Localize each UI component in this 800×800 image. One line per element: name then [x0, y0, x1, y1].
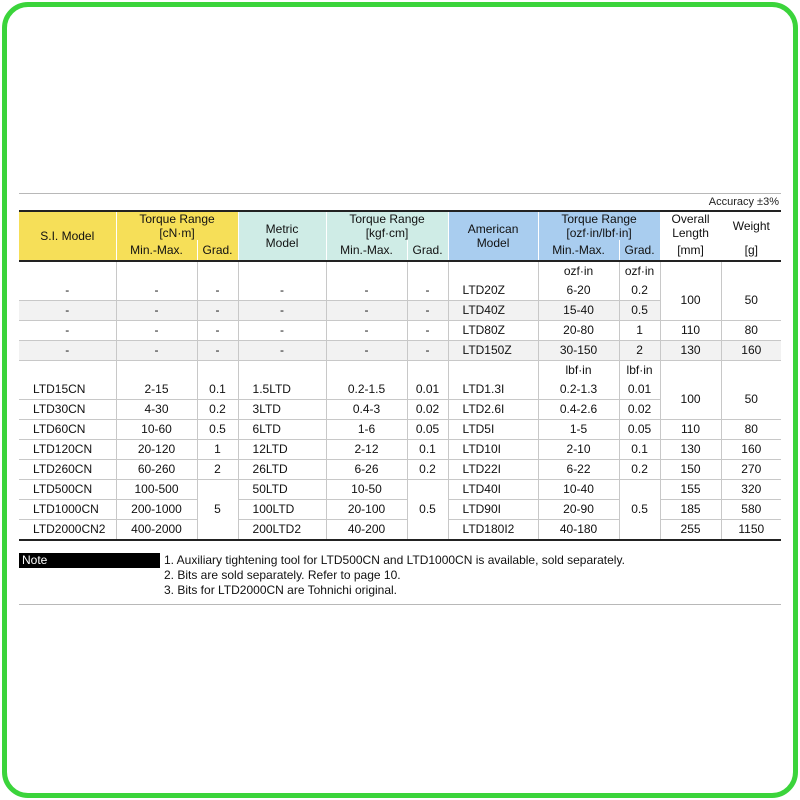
unit-row-lbf [19, 361, 781, 381]
bottom-rule [19, 604, 781, 605]
note-item: 3. Bits for LTD2000CN are Tohnichi original. [164, 583, 398, 597]
table-row: LTD260CN 60-260 2 26LTD 6-26 0.2 LTD22I 6-22 0.2 150 270 [19, 460, 781, 480]
subheader-length-unit: [mm] [660, 240, 721, 261]
header-row [19, 211, 781, 240]
header-si-model: S.I. Model [19, 211, 116, 261]
spec-sheet [19, 193, 781, 547]
accuracy-note: Accuracy ±3% [708, 196, 779, 208]
header-si-torque-range: Torque Range [cN·m] [116, 211, 238, 240]
header-weight: Weight [721, 211, 781, 240]
table-row: LTD1000CN 200-1000 100LTD 20-100 LTD90I 20-90 185 580 [19, 500, 781, 520]
header-metric-model: Metric Model [238, 211, 326, 261]
note-item: 2. Bits are sold separately. Refer to page 10. [164, 568, 401, 582]
merged-weight-cell: 50 [721, 380, 781, 420]
subheader-american-min-max: Min.-Max. [538, 240, 619, 261]
table-row: - - - - - - LTD80Z 20-80 1 110 80 [19, 321, 781, 341]
unit-row-ozf [19, 261, 781, 281]
table-row: LTD120CN 20-120 1 12LTD 2-12 0.1 LTD10I 2-10 0.1 130 160 [19, 440, 781, 460]
merged-american-grad-cell: 0.5 [619, 480, 660, 541]
header-overall-length: Overall Length [660, 211, 721, 240]
table-row: LTD15CN 2-15 0.1 1.5LTD 0.2-1.5 0.01 LTD1.3I 0.2-1.3 0.01 100 50 [19, 380, 781, 400]
merged-length-cell: 100 [660, 281, 721, 321]
table-row: LTD30CN 4-30 0.2 3LTD 0.4-3 0.02 LTD2.6I 0.4-2.6 0.02 [19, 400, 781, 420]
note-item: 1. Auxiliary tightening tool for LTD500CN and LTD1000CN is available, sold separately. [164, 553, 625, 567]
table-row: - - - - - - LTD150Z 30-150 2 130 160 [19, 341, 781, 361]
table-row: LTD500CN 100-500 5 50LTD 10-50 0.5 LTD40I 10-40 0.5 155 320 [19, 480, 781, 500]
header-american-model: American Model [448, 211, 538, 261]
subheader-row [19, 240, 781, 261]
header-american-torque-range: Torque Range [ozf·in/lbf·in] [538, 211, 660, 240]
unit-ozf-range: ozf·in [538, 261, 619, 281]
table-row: - - - - - - LTD40Z 15-40 0.5 [19, 301, 781, 321]
unit-lbf-grad: lbf·in [619, 361, 660, 381]
subheader-si-min-max: Min.-Max. [116, 240, 197, 261]
merged-metric-grad-cell: 0.5 [407, 480, 448, 541]
table-row: LTD60CN 10-60 0.5 6LTD 1-6 0.05 LTD5I 1-5 0.05 110 80 [19, 420, 781, 440]
subheader-si-grad: Grad. [197, 240, 238, 261]
table-row: - - - - - - LTD20Z 6-20 0.2 100 50 [19, 281, 781, 301]
unit-lbf-range: lbf·in [538, 361, 619, 381]
merged-weight-cell: 50 [721, 281, 781, 321]
note-label: Note [19, 553, 160, 568]
subheader-metric-min-max: Min.-Max. [326, 240, 407, 261]
subheader-weight-unit: [g] [721, 240, 781, 261]
table-bottom-rule [19, 540, 781, 547]
subheader-metric-grad: Grad. [407, 240, 448, 261]
merged-length-cell: 100 [660, 380, 721, 420]
header-metric-torque-range: Torque Range [kgf·cm] [326, 211, 448, 240]
spec-table [19, 210, 781, 547]
merged-si-grad-cell: 5 [197, 480, 238, 541]
subheader-american-grad: Grad. [619, 240, 660, 261]
unit-ozf-grad: ozf·in [619, 261, 660, 281]
table-row: LTD2000CN2 400-2000 200LTD2 40-200 LTD180I2 40-180 255 1150 [19, 520, 781, 541]
